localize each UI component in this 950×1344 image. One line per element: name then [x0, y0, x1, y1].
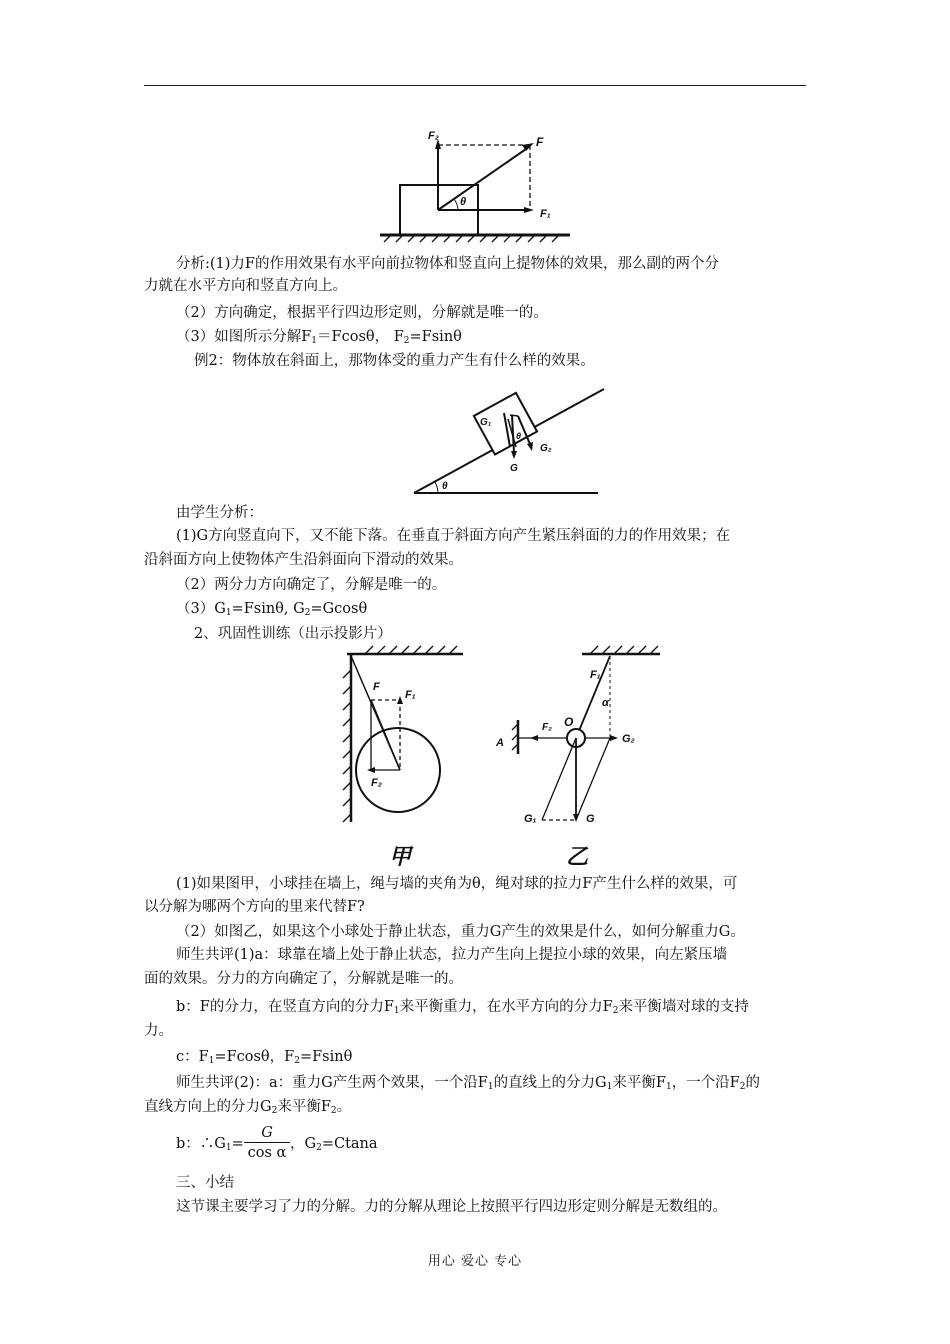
- paragraph: [176, 873, 737, 895]
- fig2-label-g2: G₂: [540, 443, 552, 454]
- paragraph: [176, 996, 749, 1018]
- fig3-label-f2: F₂: [371, 777, 382, 789]
- subscript: 2: [330, 1106, 337, 1116]
- text-fragment: （3）G: [176, 601, 226, 617]
- fig2-label-g1: G₁: [480, 417, 492, 428]
- text-line: 这节课主要学习了力的分解。力的分解从理论上按照平行四边形定则分解是无数组的。: [176, 1199, 727, 1215]
- fraction-denominator: cos α: [244, 1142, 290, 1163]
- text-line: (1)G方向竖直向下，又不能下落。在垂直于斜面方向产生紧压斜面的力的作用效果；在: [176, 528, 731, 544]
- fig4-label-o: O: [564, 715, 574, 729]
- text-fragment: c：F: [176, 1049, 209, 1065]
- paragraph: [176, 1172, 234, 1194]
- fig2-label-theta-base: θ: [442, 481, 448, 492]
- paragraph: [176, 253, 719, 275]
- fig4-label-f1: F₁: [590, 669, 601, 681]
- text-fragment: 来平衡F: [277, 1099, 331, 1115]
- text-fragment: 来平衡重力，在水平方向的分力F: [399, 999, 613, 1015]
- subscript: 2: [316, 1143, 322, 1153]
- paragraph: [144, 1096, 351, 1118]
- fig4-label-f2: F₂: [542, 722, 552, 733]
- fig4-label-g2: G₂: [622, 733, 635, 745]
- paragraph: [176, 921, 745, 943]
- text-fragment: 师生共评(2)：a：重力G产生两个效果，一个沿F: [176, 1075, 488, 1091]
- paragraph: [194, 350, 595, 372]
- subscript: 2: [612, 1006, 619, 1016]
- text-line: 例2：物体放在斜面上，那物体受的重力产生有什么样的效果。: [194, 353, 595, 369]
- text-fragment: 直线方向上的分力G: [144, 1099, 272, 1115]
- subscript: 2: [294, 1056, 300, 1066]
- paragraph: [176, 1046, 352, 1068]
- fig1-label-f1: F₁: [540, 208, 551, 220]
- text-fragment: 。: [336, 1099, 352, 1115]
- text-fragment: 的直线上的分力G: [493, 1075, 607, 1091]
- paragraph: [176, 525, 730, 547]
- subscript: 1: [311, 336, 318, 346]
- fig3-caption: 甲: [389, 844, 412, 869]
- subscript: 1: [393, 1006, 400, 1016]
- text-fragment: =Fcosθ，F: [214, 1049, 295, 1065]
- text-fragment: （3）如图所示分解F: [176, 329, 312, 345]
- fig1-label-theta: θ: [460, 196, 467, 208]
- fig2-label-g: G: [510, 463, 518, 474]
- fraction-numerator: G: [261, 1125, 273, 1141]
- text-fragment: =Gcosθ: [310, 601, 368, 617]
- header-rule: [144, 85, 806, 86]
- text-fragment: ，一个沿F: [671, 1075, 740, 1091]
- subscript: 1: [225, 608, 232, 618]
- paragraph: [176, 502, 263, 524]
- text-line: 师生共评(1)a：球靠在墙上处于静止状态，拉力产生向上提拉小球的效果，向左紧压墙: [176, 947, 728, 963]
- subscript: 2: [304, 608, 311, 618]
- subscript: 2: [739, 1082, 746, 1092]
- fig3-label-f1: F₁: [405, 689, 416, 701]
- text-line: 三、小结: [176, 1175, 234, 1191]
- subscript: 2: [271, 1106, 278, 1116]
- paragraph: [176, 1133, 244, 1155]
- text-fragment: =Fsinθ, G: [231, 601, 305, 617]
- text-line: 以分解为哪两个方向的里来代替F?: [144, 899, 365, 915]
- subscript: 1: [225, 1143, 232, 1153]
- paragraph: [176, 1196, 727, 1218]
- text-line: （2）方向确定，根据平行四边形定则，分解就是唯一的。: [176, 305, 548, 321]
- fig3-label-f: F: [373, 681, 380, 693]
- text-line: （2）两分力方向确定了，分解是唯一的。: [176, 577, 447, 593]
- paragraph: [176, 1072, 760, 1094]
- paragraph: [290, 1133, 378, 1155]
- fraction: [244, 1124, 290, 1163]
- text-line: 面的效果。分力的方向确定了，分解就是唯一的。: [144, 971, 463, 987]
- text-fragment: =Fsinθ: [299, 1049, 353, 1065]
- text-line: 2、巩固性训练（出示投影片）: [194, 626, 392, 642]
- text-fragment: =Fsinθ: [409, 329, 462, 345]
- text-line: 由学生分析：: [176, 505, 263, 521]
- text-fragment: b：∴G: [176, 1136, 226, 1152]
- text-fragment: 来平衡墙对球的支持: [618, 999, 749, 1015]
- subscript: 1: [487, 1082, 494, 1092]
- text-fragment: ＝Fcosθ， F: [317, 329, 404, 345]
- figure-incline: [408, 373, 608, 497]
- paragraph: [144, 1020, 173, 1042]
- text-fragment: =: [231, 1136, 244, 1152]
- fig4-label-alpha: α: [602, 697, 609, 709]
- text-fragment: b：F的分力，在竖直方向的分力F: [176, 999, 394, 1015]
- subscript: 1: [606, 1082, 613, 1092]
- text-line: 力就在水平方向和竖直方向上。: [144, 278, 347, 294]
- fig4-label-g1: G₁: [524, 813, 537, 825]
- figure-jia: [335, 642, 470, 872]
- text-fragment: 的: [745, 1075, 760, 1091]
- text-fragment: ，G: [290, 1136, 317, 1152]
- figure-yi: [490, 642, 670, 872]
- fig4-label-g: G: [586, 813, 595, 825]
- fig4-label-a: A: [496, 737, 504, 749]
- subscript: 2: [403, 336, 410, 346]
- paragraph: [176, 598, 367, 620]
- text-fragment: =Ctana: [321, 1136, 378, 1152]
- text-fragment: 来平衡F: [612, 1075, 666, 1091]
- page-footer: 用心 爱心 专心: [427, 1254, 523, 1269]
- text-line: （2）如图乙，如果这个小球处于静止状态，重力G产生的效果是什么，如何分解重力G。: [176, 924, 745, 940]
- text-line: (1)如果图甲，小球挂在墙上，绳与墙的夹角为θ，绳对球的拉力F产生什么样的效果，可: [176, 876, 738, 892]
- paragraph: [144, 275, 347, 297]
- fig4-caption: 乙: [566, 844, 589, 869]
- paragraph: [176, 944, 727, 966]
- paragraph: [144, 549, 463, 571]
- paragraph: [144, 896, 365, 918]
- text-line: 沿斜面方向上使物体产生沿斜面向下滑动的效果。: [144, 552, 463, 568]
- subscript: 1: [665, 1082, 672, 1092]
- paragraph: [176, 302, 548, 324]
- fig1-label-f: F: [536, 135, 544, 149]
- figure-block-force: [378, 125, 578, 245]
- paragraph: [176, 574, 446, 596]
- paragraph: [176, 326, 462, 348]
- text-line: 分析:(1)力F的作用效果有水平向前拉物体和竖直向上提物体的效果，那么副的两个分: [176, 256, 719, 272]
- fig2-label-theta-top: θ: [516, 431, 522, 441]
- fig1-label-f2: F₂: [428, 130, 439, 142]
- text-line: 力。: [144, 1023, 173, 1039]
- subscript: 1: [208, 1056, 215, 1066]
- paragraph: [144, 968, 463, 990]
